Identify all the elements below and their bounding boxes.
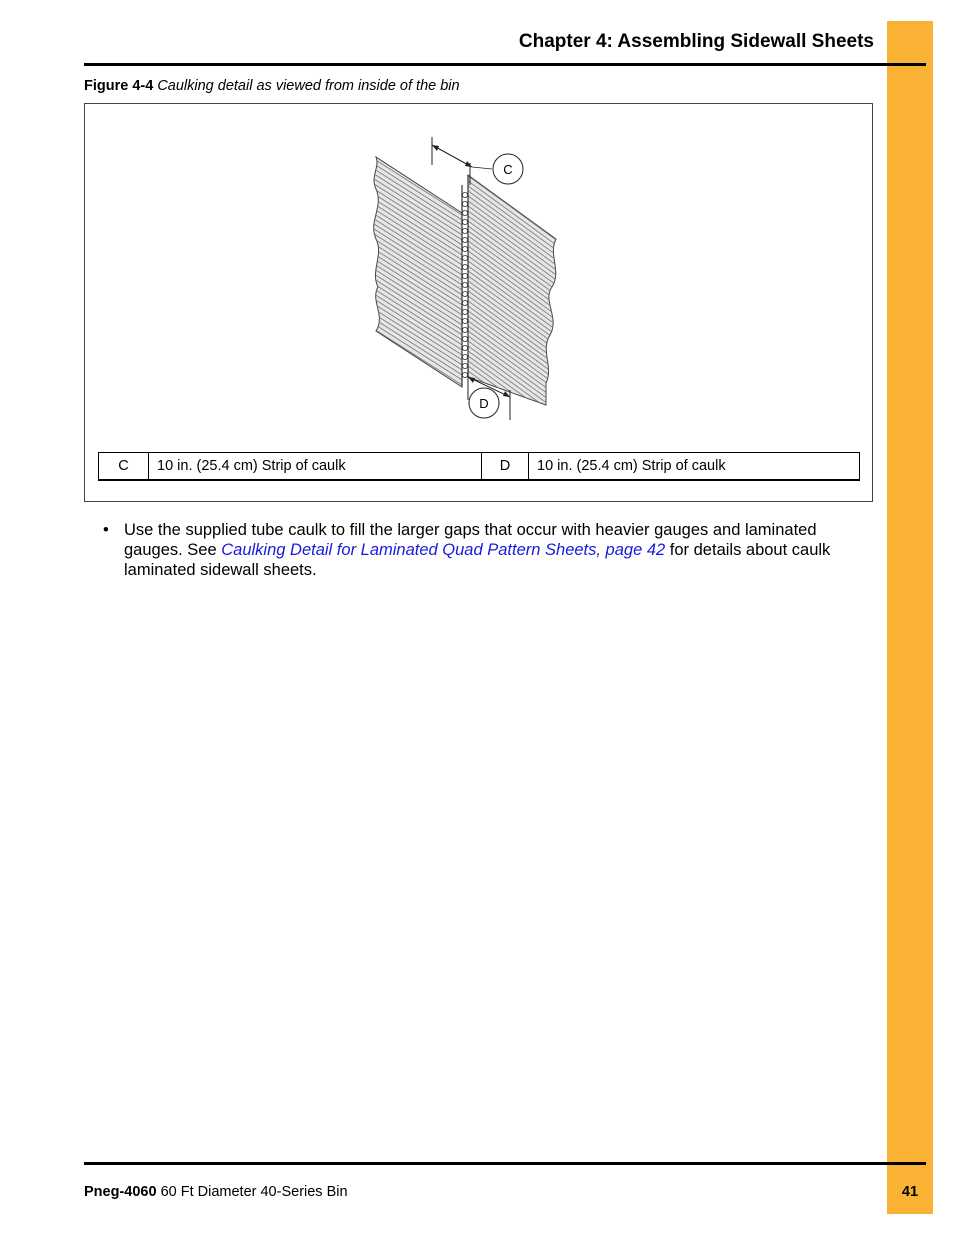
legend-text-d: 10 in. (25.4 cm) Strip of caulk [529, 453, 860, 481]
caulking-detail-drawing [340, 115, 600, 435]
footer-doc-info [84, 1184, 348, 1200]
bullet-text-end: for details about caulk laminated sidewall sheets. [124, 541, 831, 579]
bullet-icon: • [103, 521, 109, 539]
bullet-text-start: Use the supplied tube caulk to fill the larger gaps that occur with heavier gauges and laminated gauges. See [124, 521, 817, 559]
footer-rule [84, 1162, 926, 1165]
legend-key-c: C [99, 453, 149, 481]
callout-d: D [479, 396, 489, 411]
figure-legend-table [98, 452, 860, 481]
instruction-list [100, 520, 860, 580]
figure-caption-text: Caulking detail as viewed from inside of the bin [157, 78, 460, 94]
chapter-side-tab [887, 21, 933, 1214]
figure-label: Figure 4-4 [84, 78, 154, 94]
header-rule [84, 63, 926, 66]
callout-c: C [503, 162, 513, 177]
cross-reference-link[interactable]: Caulking Detail for Laminated Quad Pattern Sheets, page 42 [221, 541, 666, 559]
chapter-title: Chapter 4: Assembling Sidewall Sheets [518, 31, 874, 52]
legend-row [99, 453, 860, 481]
list-item [100, 520, 860, 580]
footer-doc-id: Pneg-4060 [84, 1184, 157, 1200]
footer-doc-title: 60 Ft Diameter 40-Series Bin [156, 1184, 348, 1200]
legend-text-c: 10 in. (25.4 cm) Strip of caulk [149, 453, 482, 481]
legend-key-d: D [482, 453, 529, 481]
figure-caption [84, 78, 460, 94]
page-number: 41 [901, 1184, 919, 1200]
